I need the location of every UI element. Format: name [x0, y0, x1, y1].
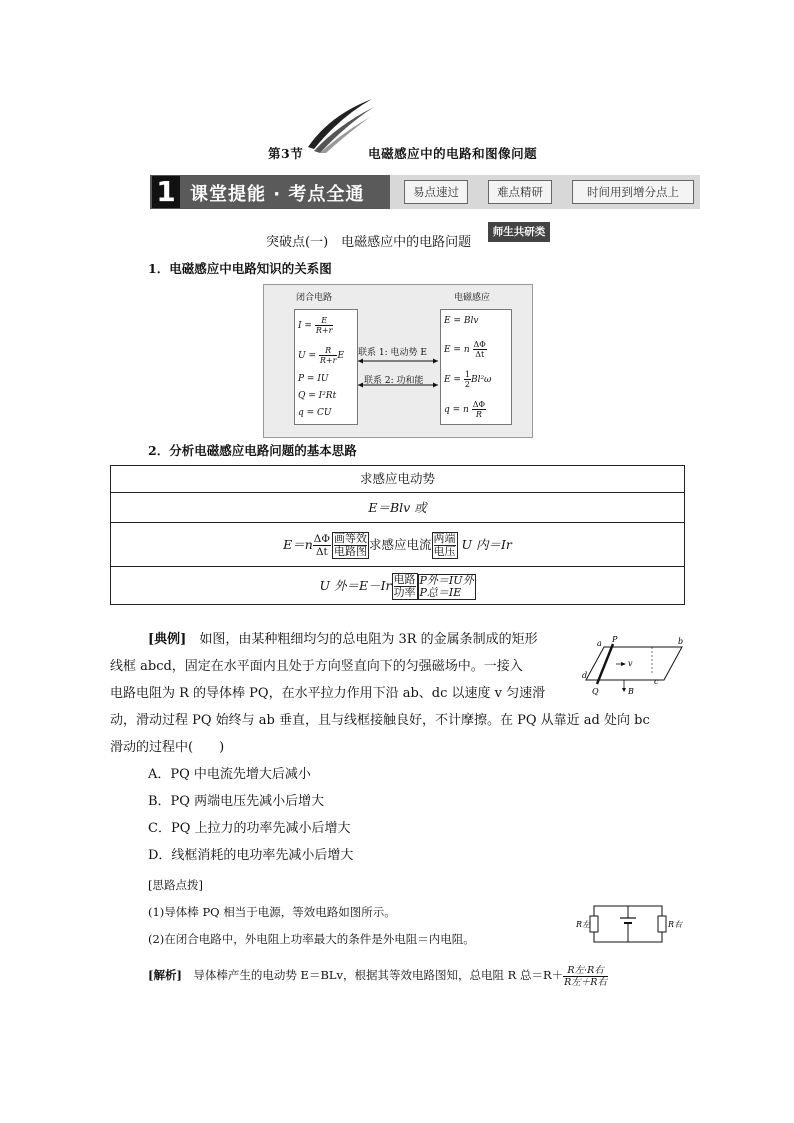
label-d: d	[582, 671, 588, 680]
section-title	[268, 144, 537, 162]
subsection-title: 突破点(一) 电磁感应中的电路问题	[266, 235, 472, 250]
link-emf-label: 联系 1: 电动势 E	[358, 348, 427, 358]
label-r-left: R左	[576, 920, 591, 929]
banner-dark-panel	[150, 175, 390, 209]
label-a: a	[597, 639, 602, 648]
subsection-badge: 师生共研类	[488, 222, 550, 242]
analysis-flow-table	[110, 465, 685, 605]
hint-line-1: (1)导体棒 PQ 相当于电源，等效电路如图所示。	[148, 905, 396, 919]
label-c: c	[654, 677, 659, 686]
label-B: B	[628, 687, 634, 696]
option-d[interactable]: D．线框消耗的电功率先减小后增大	[148, 848, 354, 863]
section-name: 电磁感应中的电路和图像问题	[368, 146, 538, 161]
link-arrows	[356, 357, 440, 389]
option-a[interactable]: A．PQ 中电流先增大后减小	[148, 767, 311, 782]
tab-score-points[interactable]: 时间用到增分点上	[572, 180, 694, 204]
label-P: P	[612, 635, 618, 644]
flow-row-current: E＝n $\frac{\Delta\Phi}{\Delta t}$ 画等效 电路图 求感应电流 两端 电压 U 内＝Ir	[111, 522, 684, 567]
tab-easy-points[interactable]: 易点速过	[404, 180, 468, 204]
example-line-3: 电路电阻为 R 的导体棒 PQ，在水平拉力作用下沿 ab、dc 以速度 v 匀速滑	[110, 686, 546, 701]
label-Q: Q	[592, 687, 599, 696]
tab-hard-points[interactable]: 难点精研	[488, 180, 552, 204]
point1-heading: 1．电磁感应中电路知识的关系图	[148, 261, 332, 276]
option-c[interactable]: C．PQ 上拉力的功率先减小后增大	[148, 821, 351, 836]
relation-diagram	[263, 284, 533, 438]
formula-heat: Q = I²Rt	[298, 391, 337, 401]
banner-title: 课堂提能 · 考点全通	[190, 184, 365, 205]
closed-circuit-title: 闭合电路	[296, 293, 333, 303]
formula-emf-blv: E = Blv	[444, 316, 479, 326]
section-number: 第3节	[268, 146, 304, 161]
formula-charge-flux: q = n $\frac{\Delta\Phi}{R}$	[444, 400, 486, 419]
chapter-banner	[150, 175, 700, 209]
label-v: v	[628, 659, 633, 668]
banner-number: 1	[152, 176, 180, 208]
formula-emf-rotation: E = $\frac{1}{2}$ Bl²ω	[444, 370, 492, 389]
formula-emf-faraday: E = n $\frac{\Delta\Phi}{\Delta t}$	[444, 340, 486, 359]
equivalent-circuit-figure	[574, 900, 684, 950]
formula-power: P = IU	[298, 374, 329, 384]
label-b: b	[678, 637, 684, 646]
point2-heading: 2．分析电磁感应电路问题的基本思路	[148, 443, 357, 458]
formula-current: I = $\frac{E}{R+r}$	[298, 316, 333, 335]
hint-tag: [思路点拨]	[148, 878, 203, 892]
formula-charge-cu: q = CU	[298, 408, 332, 418]
hint-line-2: (2)在闭合电路中，外电阻上功率最大的条件是外电阻＝内电阻。	[148, 932, 475, 946]
option-b[interactable]: B．PQ 两端电压先减小后增大	[148, 794, 325, 809]
example-tag: [典例]	[148, 632, 187, 647]
example-line-5: 滑动的过程中( )	[110, 740, 225, 755]
example-line-1: [典例] 如图，由某种粗细均匀的总电阻为 3R 的金属条制成的矩形	[148, 632, 538, 647]
label-r-right: R右	[668, 920, 683, 929]
em-induction-box	[440, 309, 512, 425]
flow-row-blv: E＝Blv 或	[111, 492, 684, 523]
frame-figure	[582, 634, 688, 696]
banner-tabs	[390, 175, 700, 209]
example-line-2: 线框 abcd，固定在水平面内且处于方向竖直向下的匀强磁场中。一接入	[110, 659, 523, 674]
closed-circuit-box	[294, 309, 358, 425]
flow-row-emf: 求感应电动势	[359, 471, 435, 486]
formula-voltage: U = $\frac{R}{R+r}$ E	[298, 346, 345, 365]
example-line-4: 动，滑动过程 PQ 始终与 ab 垂直，且与线框接触良好，不计摩擦。在 PQ 从靠近 ad 处向 bc	[110, 713, 650, 728]
solution-line: [解析] 导体棒产生的电动势 E＝BLv，根据其等效电路图知，总电阻 R 总＝R＋ $\frac{\text{R左·R右}}{\text{R左＋R右}}$	[148, 964, 607, 988]
link-energy-label: 联系 2: 功和能	[364, 376, 424, 386]
solution-tag: [解析]	[148, 968, 182, 982]
em-induction-title: 电磁感应	[454, 293, 491, 303]
flow-row-power: U 外＝E－Ir 电路 功率 P外＝IU外 P总＝IE	[111, 566, 684, 604]
